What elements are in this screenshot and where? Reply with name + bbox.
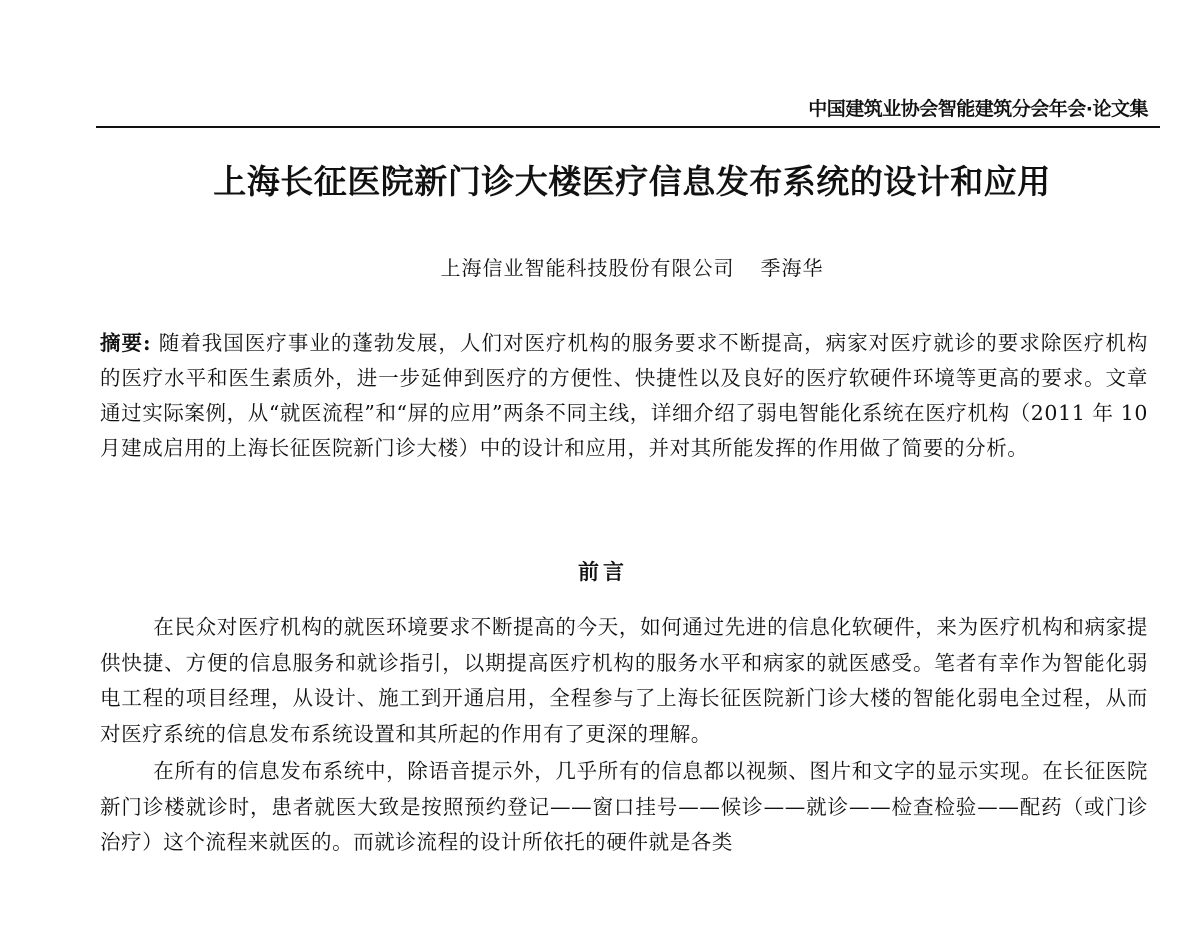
abstract — [100, 326, 1148, 466]
byline — [0, 252, 1200, 281]
paragraph: 在民众对医疗机构的就医环境要求不断提高的今天，如何通过先进的信息化软硬件，来为医疗机构和病家提供快捷、方便的信息服务和就诊指引，以期提高医疗机构的服务水平和病家的就医感受。笔者有幸作为智能化弱电工程的项目经理，从设计、施工到开通启用，全程参与了上海长征医院新门诊大楼的智能化弱电全过程，从而对医疗系统的信息发布系统设置和其所起的作用有了更深的理解。 — [100, 615, 1148, 746]
author-name: 季海华 — [760, 256, 824, 280]
header-rule — [96, 126, 1160, 128]
abstract-text: 随着我国医疗事业的蓬勃发展，人们对医疗机构的服务要求不断提高，病家对医疗就诊的要求除医疗机构的医疗水平和医生素质外，进一步延伸到医疗的方便性、快捷性以及良好的医疗软硬件环境等更高的要求。文章通过实际案例，从“就医流程”和“屏的应用”两条不同主线，详细介绍了弱电智能化系统在医疗机构（2011 年 10 月建成启用的上海长征医院新门诊大楼）中的设计和应用，并对其所能发挥的作用做了简要的分析。 — [100, 331, 1148, 460]
section-heading: 前言 — [578, 559, 628, 584]
abstract-label: 摘要: — [100, 331, 152, 355]
paper-title: 上海长征医院新门诊大楼医疗信息发布系统的设计和应用 — [213, 162, 1051, 201]
author-organization: 上海信业智能科技股份有限公司 — [440, 256, 735, 280]
body-text — [100, 610, 1148, 863]
paragraph: 在所有的信息发布系统中，除语音提示外，几乎所有的信息都以视频、图片和文字的显示实现。在长征医院新门诊楼就诊时，患者就医大致是按照预约登记——窗口挂号——候诊——就诊——检查检验——配药（或门诊治疗）这个流程来就医的。而就诊流程的设计所依托的硬件就是各类 — [100, 759, 1148, 854]
running-header: 中国建筑业协会智能建筑分会年会·论文集 — [808, 98, 1148, 120]
